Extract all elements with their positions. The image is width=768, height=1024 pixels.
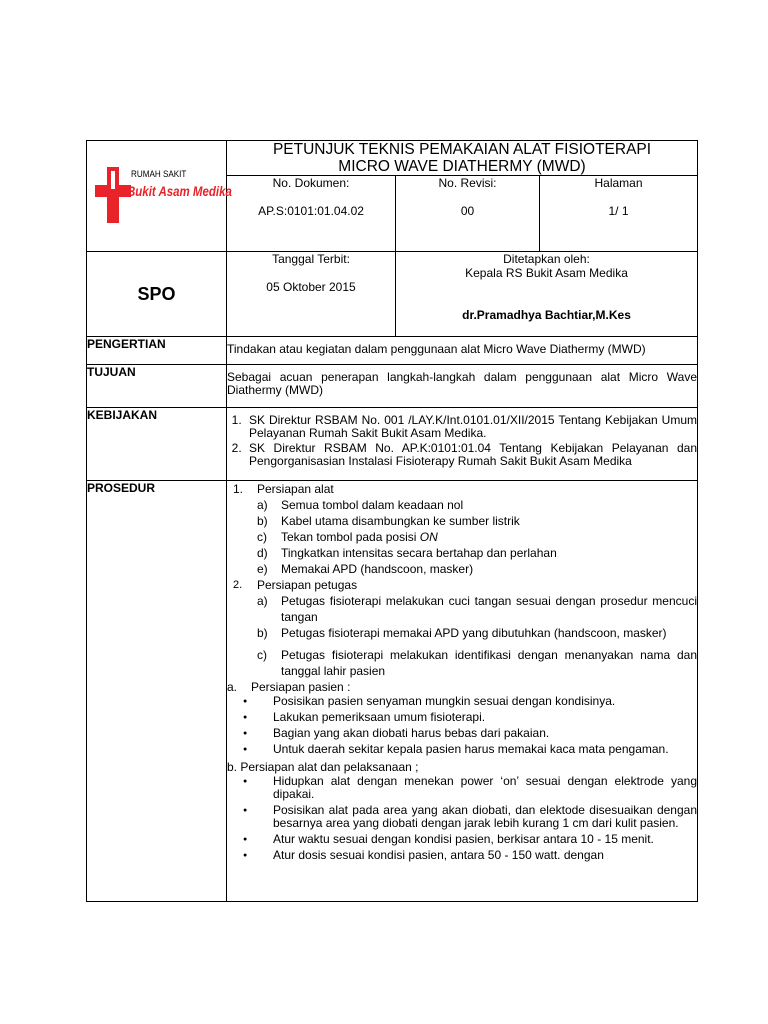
kebijakan-label: KEBIJAKAN (87, 408, 227, 481)
persiapan-pasien-list (227, 695, 697, 756)
no-dokumen-cell: No. Dokumen: AP.S:0101:01.04.02 (227, 176, 396, 252)
logo-line2: Bukit Asam Medika (127, 183, 232, 199)
tanggal-terbit-cell: Tanggal Terbit: 05 Oktober 2015 (227, 252, 396, 337)
list-item: ● Posisikan pasien senyaman mungkin sesuai dengan kondisinya. (243, 694, 616, 708)
list-item: ● Bagian yang akan diobati harus bebas dari pakaian. (243, 726, 550, 740)
halaman-cell: Halaman 1/ 1 (540, 176, 698, 252)
logo-line1: RUMAH SAKIT (131, 169, 187, 179)
list-item: ● Lakukan pemeriksaan umum fisioterapi. (243, 710, 486, 724)
tujuan-label: TUJUAN (87, 365, 227, 408)
hospital-logo (93, 163, 232, 233)
tujuan-text: Sebagai acuan penerapan langkah-langkah dalam penggunaan alat Micro Wave Diathermy (MWD) (227, 365, 698, 408)
list-item: ● Untuk daerah sekitar kepala pasien harus memakai kaca mata pengaman. (243, 742, 669, 756)
kebijakan-item: 2. SK Direktur RSBAM No. AP.K:0101:01.04 Tentang Kebijakan Pelayanan dan Pengorganisasian Instalasi Fisioterapy Rumah Sakit Bukit Asam Medika (245, 442, 697, 468)
list-item: c) Petugas fisioterapi melakukan identifikasi dengan menanyakan nama dan tanggal lahir pasien (257, 648, 697, 678)
list-item: a) Semua tombol dalam keadaan nol (257, 498, 464, 512)
signer-name: dr.Pramadhya Bachtiar,M.Kes (462, 308, 631, 322)
logo-cell (87, 141, 232, 252)
list-item: d) Tingkatkan intensitas secara bertahap dan perlahan (257, 546, 557, 560)
list-item: ● Posisikan alat pada area yang akan diobati, dan elektode disesuaikan dengan besarnya area yang diobati dengan jarak lebih kurang 1 cm dari kulit pasien. (243, 803, 697, 830)
step-persiapan-petugas: 2. Persiapan petugas (233, 578, 358, 592)
pengertian-label: PENGERTIAN (87, 337, 227, 365)
list-item: ● Hidupkan alat dengan menekan power ‘on’ sesuai dengan elektrode yang dipakai. (243, 774, 697, 801)
persiapan-petugas-list (227, 593, 697, 679)
spo-label: SPO (87, 252, 227, 337)
step-persiapan-alat: 1. Persiapan alat (233, 482, 334, 496)
kebijakan-list (227, 408, 698, 481)
step-persiapan-pasien: a. Persiapan pasien : (227, 680, 351, 694)
list-item: e) Memakai APD (handscoon, masker) (257, 562, 474, 576)
list-item: a) Petugas fisioterapi melakukan cuci tangan sesuai dengan prosedur mencuci tangan (257, 594, 697, 624)
kebijakan-item: 1. SK Direktur RSBAM No. 001 /LAY.K/Int.0101.01/XII/2015 Tentang Kebijakan Umum Pelayanan Rumah Sakit Bukit Asam Medika. (245, 414, 697, 440)
list-item: b) Petugas fisioterapi memakai APD yang dibutuhkan (handscoon, masker) (257, 626, 667, 640)
list-item: ● Atur dosis sesuai kondisi pasien, antara 50 - 150 watt. dengan (243, 848, 604, 862)
list-item: b) Kabel utama disambungkan ke sumber listrik (257, 514, 520, 528)
persiapan-alat-list (227, 497, 697, 577)
pengertian-text: Tindakan atau kegiatan dalam penggunaan alat Micro Wave Diathermy (MWD) (227, 337, 698, 365)
list-item: c) Tekan tombol pada posisi ON (257, 530, 438, 544)
no-revisi-cell: No. Revisi: 00 (396, 176, 540, 252)
list-item: ● Atur waktu sesuai dengan kondisi pasien, berkisar antara 10 - 15 menit. (243, 832, 654, 846)
prosedur-label: PROSEDUR (87, 481, 227, 902)
ditetapkan-cell: Ditetapkan oleh: Kepala RS Bukit Asam Medika dr.Pramadhya Bachtiar,M.Kes (396, 252, 698, 337)
prosedur-content (227, 481, 698, 902)
document-title: PETUNJUK TEKNIS PEMAKAIAN ALAT FISIOTERAPI MICRO WAVE DIATHERMY (MWD) (227, 141, 698, 176)
step-persiapan-alat-pelaksanaan: b. Persiapan alat dan pelaksanaan ; (227, 760, 419, 774)
spo-document-table (86, 140, 698, 902)
persiapan-alat-pelaksanaan-list (227, 775, 697, 862)
